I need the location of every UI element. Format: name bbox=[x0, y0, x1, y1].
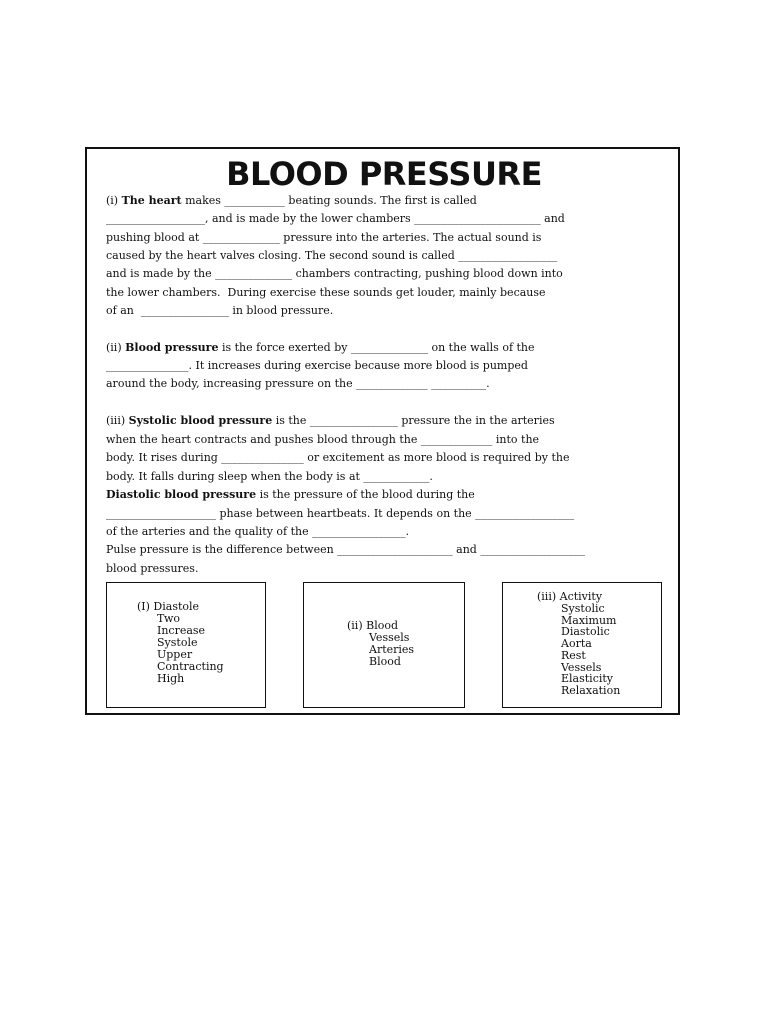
word-item: Vessels bbox=[369, 631, 410, 644]
word-item: Systolic bbox=[561, 602, 605, 615]
text-line: body. It rises during _______________ or excitement as more blood is required by the bbox=[106, 451, 570, 464]
word-item: Elasticity bbox=[561, 672, 614, 685]
text-line: caused by the heart valves closing. The second sound is called __________________ bbox=[106, 249, 558, 262]
word-item: Vessels bbox=[561, 661, 602, 674]
word-item: Diastolic bbox=[561, 625, 610, 638]
word-box-heading: (ii) Blood bbox=[347, 619, 399, 632]
word-item: Increase bbox=[157, 624, 206, 637]
text-line: (iii) Systolic blood pressure is the ________________ pressure the in the arteries bbox=[106, 414, 555, 427]
text-line: of the arteries and the quality of the _________________. bbox=[106, 525, 410, 538]
text-line: around the body, increasing pressure on the _____________ __________. bbox=[106, 377, 490, 390]
word-item: Aorta bbox=[561, 637, 592, 650]
text-line: when the heart contracts and pushes blood through the _____________ into the bbox=[106, 433, 540, 446]
word-item: Systole bbox=[157, 636, 198, 649]
text-line: ____________________ phase between heartbeats. It depends on the __________________ bbox=[106, 507, 575, 520]
word-item: Rest bbox=[561, 649, 586, 662]
word-item: Blood bbox=[369, 655, 401, 668]
word-item: Two bbox=[157, 612, 180, 625]
text-line: the lower chambers. During exercise these sounds get louder, mainly because bbox=[106, 286, 546, 299]
worksheet-title: BLOOD PRESSURE bbox=[226, 155, 542, 193]
text-line: body. It falls during sleep when the body is at ____________. bbox=[106, 470, 433, 483]
text-line: pushing blood at ______________ pressure into the arteries. The actual sound is bbox=[106, 231, 542, 244]
text-line: Pulse pressure is the difference between _____________________ and ___________________ bbox=[106, 543, 585, 556]
text-line: __________________, and is made by the lower chambers _______________________ and bbox=[106, 212, 565, 225]
text-line: Diastolic blood pressure is the pressure of the blood during the bbox=[106, 488, 475, 501]
word-item: Contracting bbox=[157, 660, 224, 673]
text-line: blood pressures. bbox=[106, 562, 199, 575]
word-box-heading: (I) Diastole bbox=[137, 600, 200, 613]
text-line: _______________. It increases during exercise because more blood is pumped bbox=[106, 359, 528, 372]
text-line: and is made by the ______________ chambers contracting, pushing blood down into bbox=[106, 267, 563, 280]
word-item: High bbox=[157, 672, 185, 685]
word-box-heading: (iii) Activity bbox=[537, 590, 603, 603]
word-item: Maximum bbox=[561, 614, 617, 627]
text-line: (i) The heart makes ___________ beating sounds. The first is called bbox=[106, 194, 477, 207]
word-item: Arteries bbox=[369, 643, 415, 656]
word-item: Upper bbox=[157, 648, 193, 661]
text-line: (ii) Blood pressure is the force exerted by ______________ on the walls of the bbox=[106, 341, 535, 354]
word-item: Relaxation bbox=[561, 684, 621, 697]
text-line: of an ________________ in blood pressure. bbox=[106, 304, 334, 317]
